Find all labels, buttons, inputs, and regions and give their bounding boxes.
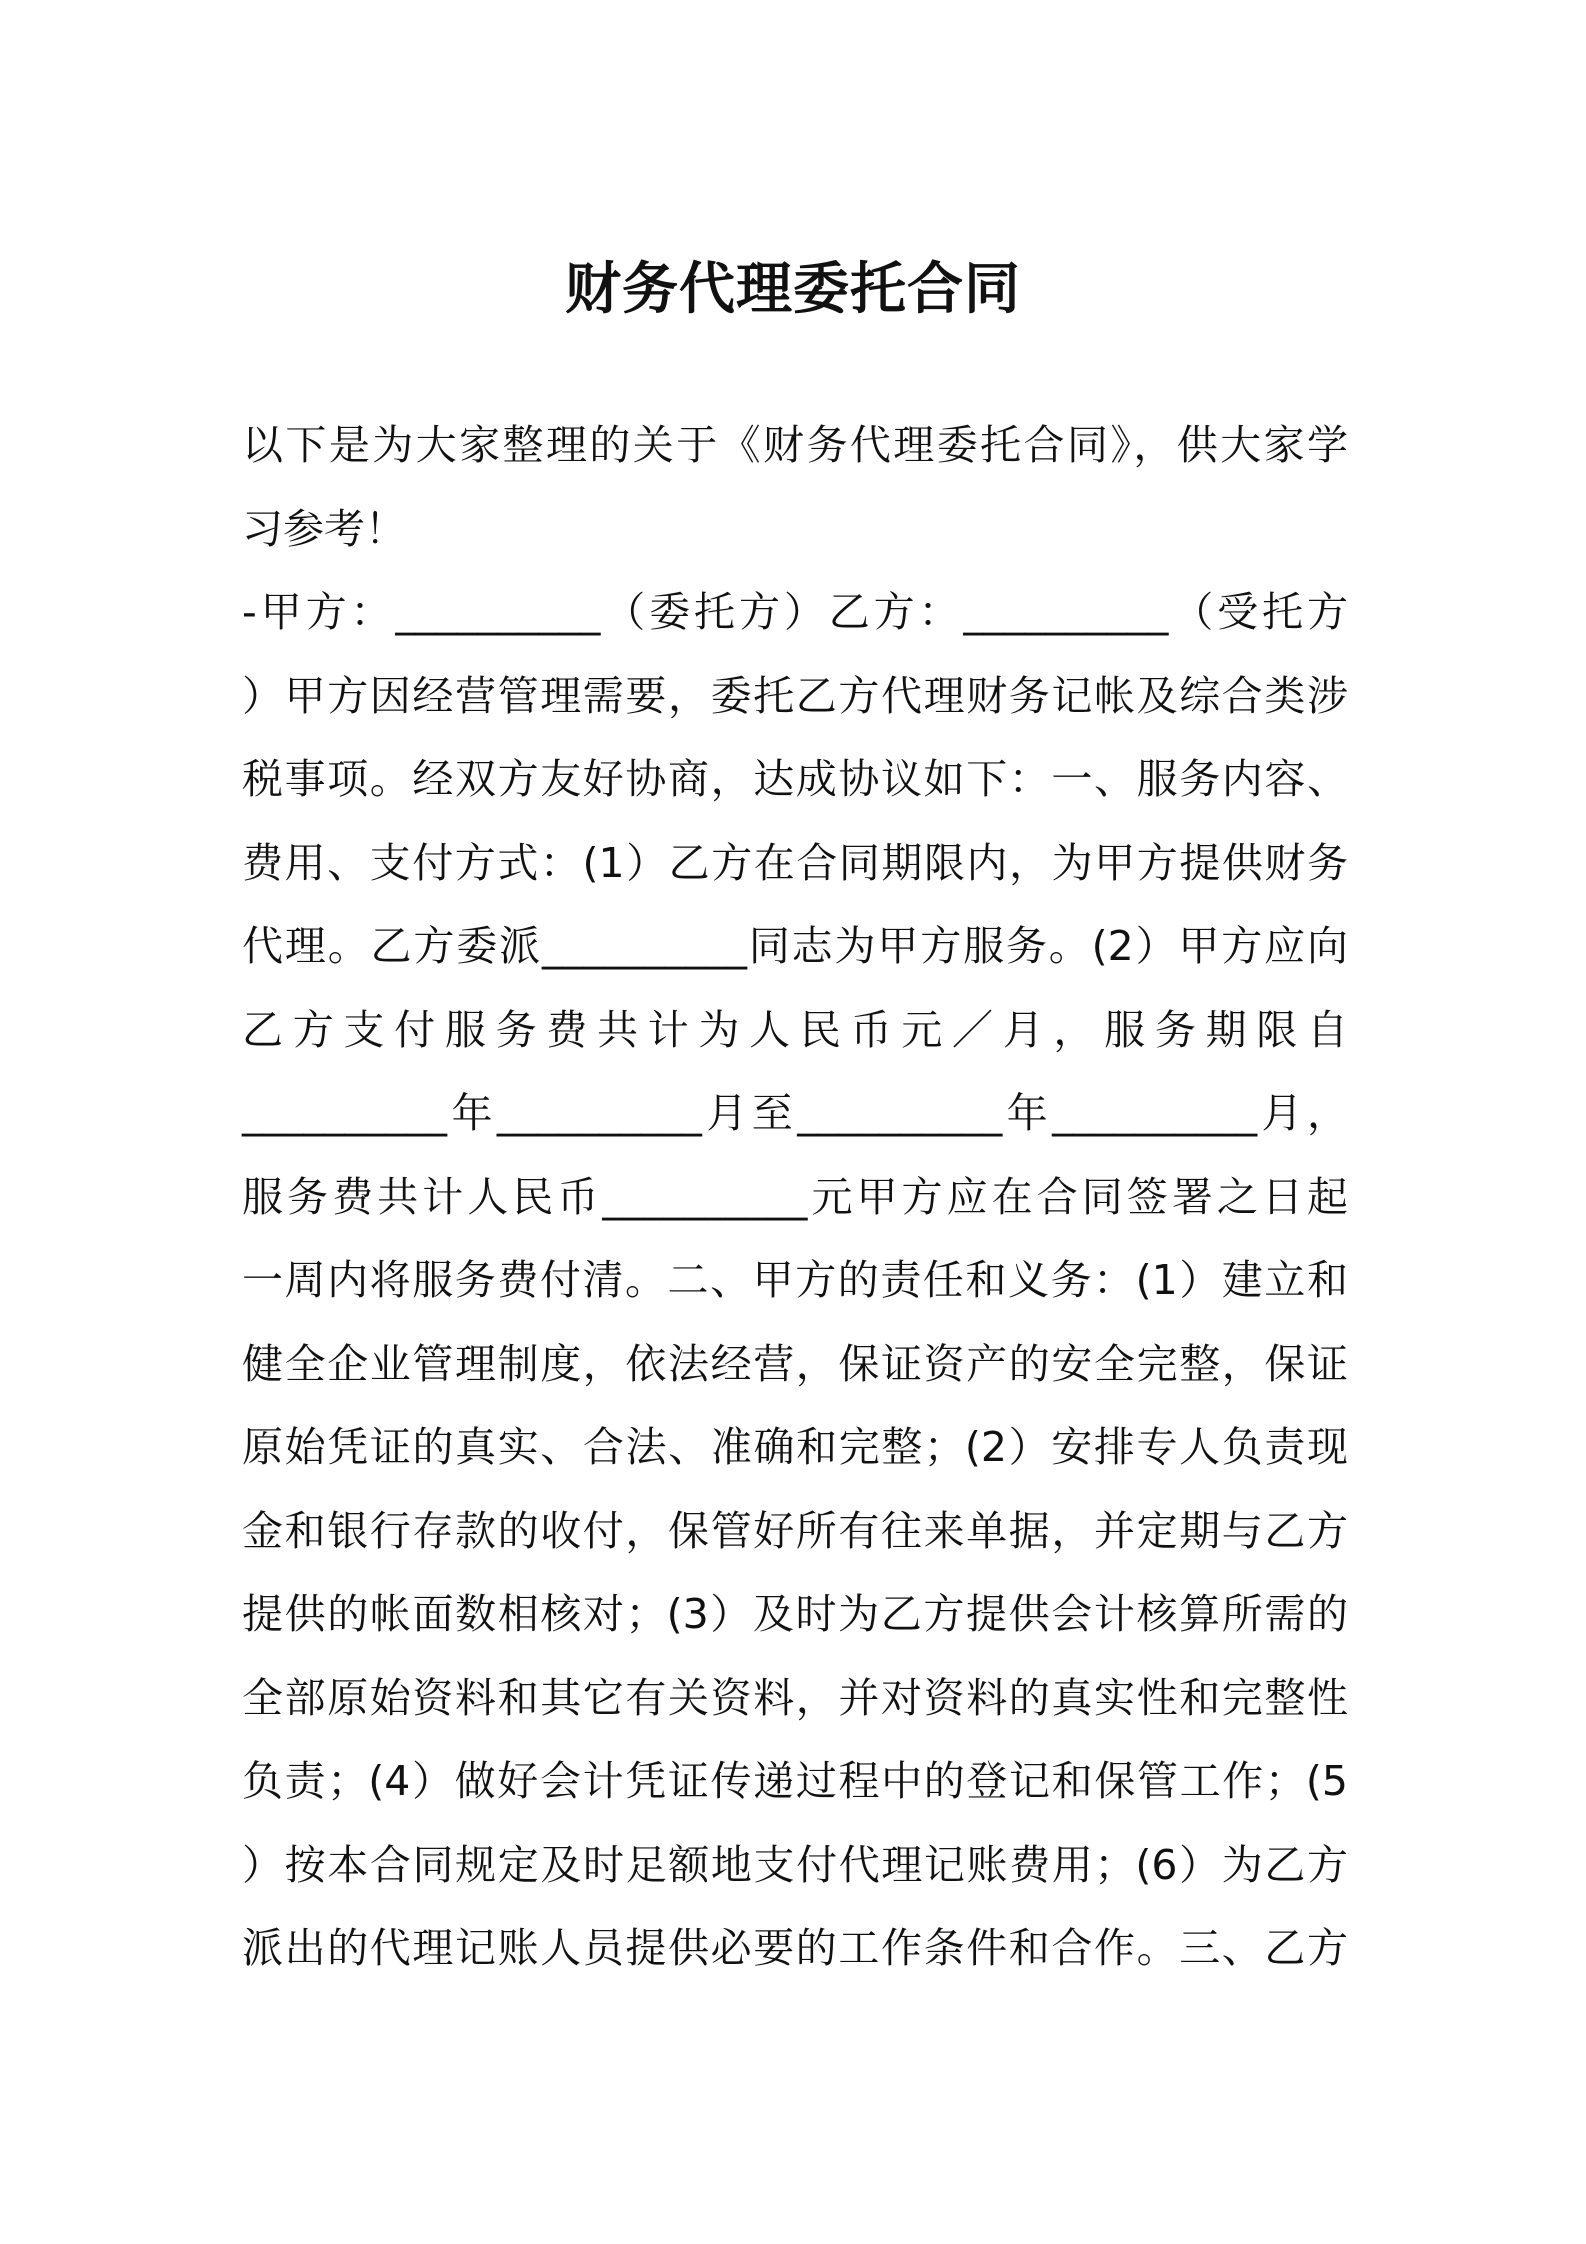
body-line: 负责；(4）做好会计凭证传递过程中的登记和保管工作；(5 [242,1757,1348,1805]
body-line: 一周内将服务费付清。二、甲方的责任和义务：(1）建立和 [242,1256,1348,1304]
body-line: 健全企业管理制度，依法经营，保证资产的安全完整，保证 [242,1339,1348,1388]
body-line: 服务费共计人民币__________元甲方应在合同签署之日起 [242,1172,1348,1221]
body-line: -甲方：__________（委托方）乙方：__________（受托方 [242,588,1348,636]
body-line: 原始凭证的真实、合法、准确和完整；(2）安排专人负责现 [242,1423,1348,1471]
body-line: 派出的代理记账人员提供必要的工作条件和合作。三、乙方 [242,1924,1348,1972]
body-line: ）甲方因经营管理需要，委托乙方代理财务记帐及综合类涉 [242,671,1348,720]
document-title: 财务代理委托合同 [565,257,1021,322]
body-line: 费用、支付方式：(1）乙方在合同期限内，为甲方提供财务 [242,838,1348,887]
body-line: 习参考！ [242,504,406,553]
body-line: 代理。乙方委派__________同志为甲方服务。(2）甲方应向 [242,922,1348,970]
document-body [242,404,1348,1991]
body-line: 金和银行存款的收付，保管好所有往来单据，并定期与乙方 [242,1506,1348,1555]
body-line: ）按本合同规定及时足额地支付代理记账费用；(6）为乙方 [242,1840,1348,1889]
body-line: __________年__________月至__________年__________月， [242,1089,1348,1137]
body-line: 以下是为大家整理的关于《财务代理委托合同》，供大家学 [242,421,1348,469]
body-line: 税事项。经双方友好协商，达成协议如下：一、服务内容、 [242,755,1348,803]
body-line: 提供的帐面数相核对；(3）及时为乙方提供会计核算所需的 [242,1590,1348,1638]
body-line: 乙方支付服务费共计为人民币元／月，服务期限自 [242,1005,1348,1054]
body-line: 全部原始资料和其它有关资料，并对资料的真实性和完整性 [242,1673,1348,1722]
